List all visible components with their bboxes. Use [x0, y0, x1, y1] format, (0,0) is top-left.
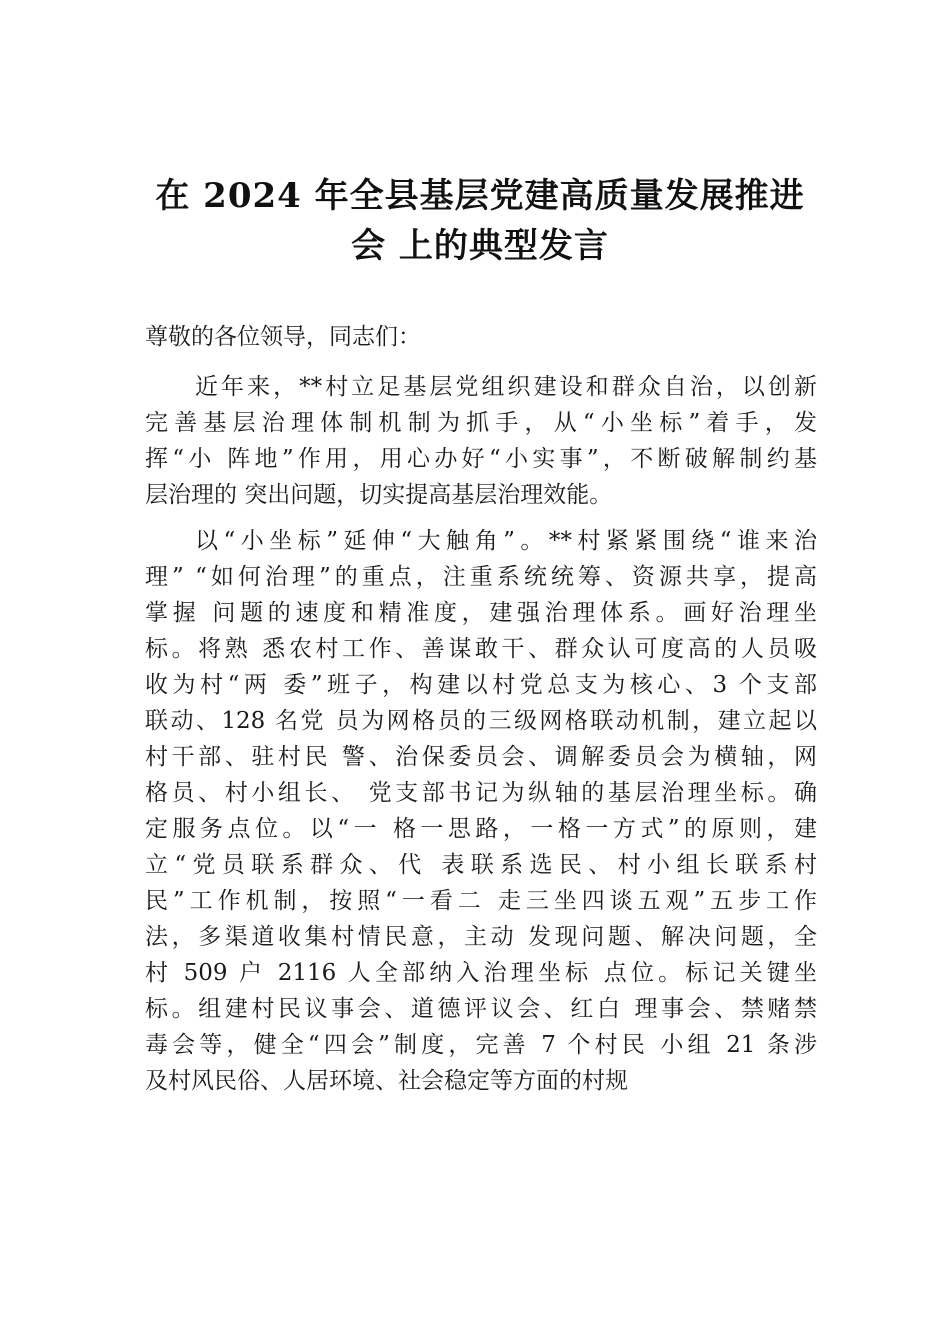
paragraph-1-line: 完善基层治理体制机制为抓手，从“小坐标”着手，发	[145, 410, 817, 436]
paragraph-1-line: 近年来，**村立足基层党组织建设和群众自治，以创新	[195, 374, 817, 400]
paragraph-2-line: 毒会等，健全“四会”制度，完善 7 个村民 小组 21 条涉	[145, 1032, 817, 1058]
paragraph-2-line: 村 509 户 2116 人全部纳入治理坐标 点位。标记关键坐	[145, 960, 817, 986]
paragraph-2-line: 标。组建村民议事会、道德评议会、红白 理事会、禁赌禁	[145, 996, 817, 1022]
paragraph-2-line: 收为村“两 委”班子，构建以村党总支为核心、3 个支部	[145, 672, 817, 698]
paragraph-2-line: 理” “如何治理”的重点，注重系统统筹、资源共享，提高	[145, 564, 817, 590]
paragraph-2-line: 定服务点位。以“一 格一思路，一格一方式”的原则，建	[145, 816, 817, 842]
paragraph-1-line: 挥“小 阵地”作用，用心办好“小实事”，不断破解制约基	[145, 446, 817, 472]
paragraph-2-line: 标。将熟 悉农村工作、善谋敢干、群众认可度高的人员吸	[145, 636, 817, 662]
document-title-line-1: 在 2024 年全县基层党建高质量发展推进	[155, 176, 805, 216]
paragraph-2-line: 以“小坐标”延伸“大触角”。**村紧紧围绕“谁来治	[195, 528, 817, 554]
paragraph-1-line: 层治理的 突出问题，切实提高基层治理效能。	[145, 482, 613, 508]
paragraph-2-line: 掌握 问题的速度和精准度，建强治理体系。画好治理坐	[145, 600, 817, 626]
paragraph-2-line: 村干部、驻村民 警、治保委员会、调解委员会为横轴，网	[145, 744, 817, 770]
paragraph-2-line: 格员、村小组长、 党支部书记为纵轴的基层治理坐标。确	[145, 780, 817, 806]
paragraph-2-line: 立“党员联系群众、代 表联系选民、村小组长联系村	[145, 852, 817, 878]
paragraph-2-line: 法，多渠道收集村情民意，主动 发现问题、解决问题，全	[145, 924, 817, 950]
paragraph-2-line: 及村风民俗、人居环境、社会稳定等方面的村规	[145, 1068, 628, 1094]
paragraph-2-line: 联动、128 名党 员为网格员的三级网格联动机制，建立起以	[145, 708, 817, 734]
document-title-line-2: 会 上的典型发言	[351, 226, 609, 266]
greeting: 尊敬的各位领导，同志们：	[145, 324, 421, 350]
paragraph-2-line: 民”工作机制，按照“一看二 走三坐四谈五观”五步工作	[145, 888, 817, 914]
